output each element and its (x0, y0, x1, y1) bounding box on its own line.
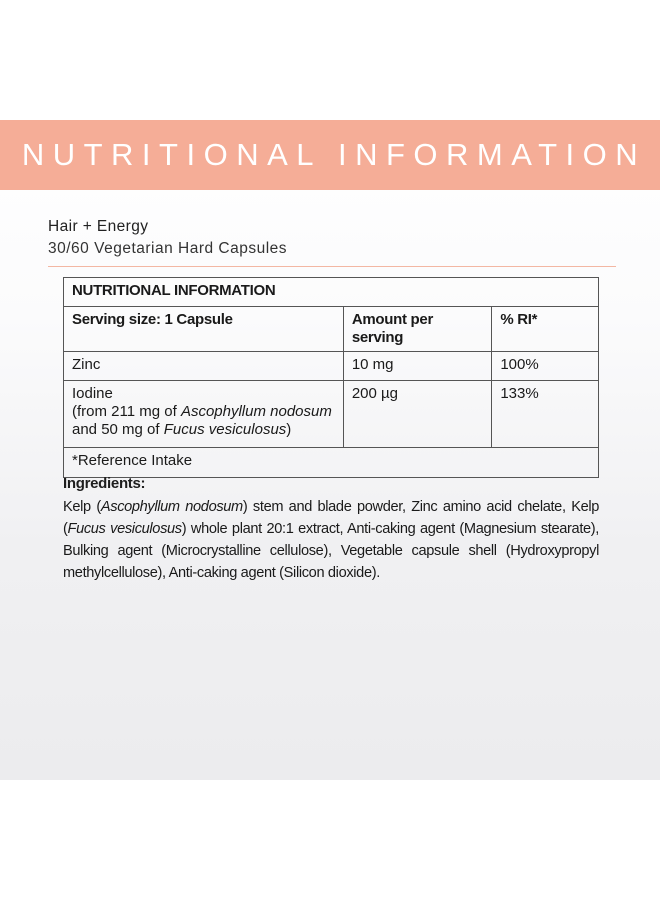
nutrient-name: Iodine (72, 385, 113, 402)
source-suffix: ) (286, 421, 292, 438)
nutrition-table (63, 277, 599, 478)
header-serving-size: Serving size: 1 Capsule (64, 307, 344, 352)
source-prefix: (from 211 mg of (72, 403, 181, 420)
table-title: NUTRITIONAL INFORMATION (64, 278, 599, 307)
header-ri: % RI* (492, 307, 599, 352)
table-header-row (64, 307, 599, 352)
header-amount: Amount per serving (343, 307, 491, 352)
nutrient-name-cell (64, 381, 344, 448)
product-subtitle: 30/60 Vegetarian Hard Capsules (48, 240, 288, 257)
divider-line (48, 266, 616, 267)
ingredients-part-1: Kelp ( (63, 499, 101, 515)
table-footnote: *Reference Intake (64, 448, 599, 478)
source-species-2: Fucus vesiculosus (163, 421, 287, 438)
table-row (64, 381, 599, 448)
nutrient-ri: 100% (492, 352, 599, 381)
table-footnote-row (64, 448, 599, 478)
source-species-1: Ascophyllum nodosum (180, 403, 332, 420)
ingredients-part-3: ) whole plant 20:1 extract, Anti-caking agent (Magnesium stearate), Bulking agent (Microcrystalline cellulose), Vegetable capsule shell (Hydroxypropyl methylcellulose), Anti-caking agent (Silicon dioxide). (63, 521, 600, 581)
source-mid: and 50 mg of (72, 421, 164, 438)
header-banner (0, 120, 660, 190)
ingredients-species-2: Fucus vesiculosus (67, 521, 182, 537)
table-row (64, 352, 599, 381)
table-title-row (64, 278, 599, 307)
ingredients-title: Ingredients: (63, 475, 146, 492)
nutrient-name: Zinc (64, 352, 344, 381)
ingredients-part-2: ) stem and blade powder, Zinc amino acid chelate, Kelp ( (63, 499, 599, 537)
banner-title: NUTRITIONAL INFORMATION (21, 137, 647, 172)
ingredients-text (63, 496, 599, 584)
nutrient-amount: 10 mg (343, 352, 491, 381)
nutrient-ri: 133% (492, 381, 599, 448)
ingredients-species-1: Ascophyllum nodosum (100, 499, 243, 515)
nutrition-panel (0, 120, 660, 780)
product-name: Hair + Energy (48, 218, 149, 235)
nutrient-amount: 200 µg (343, 381, 491, 448)
